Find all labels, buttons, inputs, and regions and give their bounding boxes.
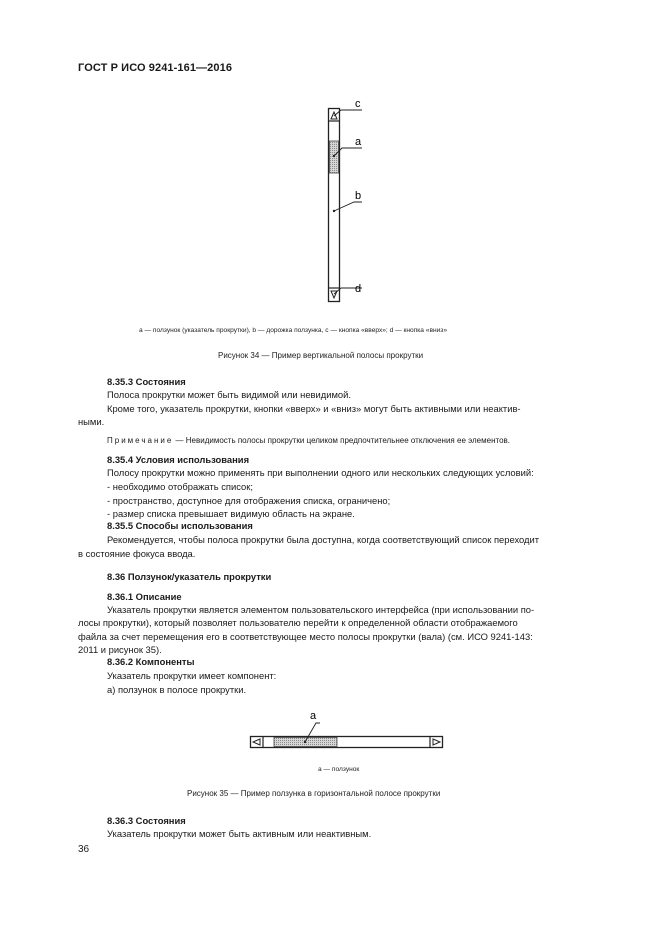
paragraph: а) ползунок в полосе прокрутки. [107, 684, 247, 695]
paragraph: Полосу прокрутки можно применять при выполнении одного или нескольких следующих условий: [107, 467, 534, 478]
horizontal-scrollbar-figure [245, 704, 445, 754]
paragraph: лосы прокрутки), который позволяет пользователю перейти к определенной области отображаемого [78, 617, 518, 628]
scrollbar-track [329, 109, 340, 302]
section-heading-8-36-2: 8.36.2 Компоненты [107, 656, 195, 667]
section-heading-8-36-1: 8.36.1 Описание [107, 591, 182, 602]
figure35-legend: a — ползунок [318, 766, 360, 773]
section-heading-8-35-5: 8.35.5 Способы использования [107, 520, 253, 531]
paragraph: в состояние фокуса ввода. [78, 548, 196, 559]
label-b: b [355, 190, 362, 202]
section-heading-8-35-3: 8.35.3 Состояния [107, 376, 186, 387]
note [107, 436, 510, 445]
figure34-legend: a — ползунок (указатель прокрутки), b — дорожка ползунка, c — кнопка «вверх»; d — кнопка «вниз» [139, 327, 447, 334]
paragraph: Кроме того, указатель прокрутки, кнопки «вверх» и «вниз» могут быть активными или неактив- [107, 403, 521, 414]
note-label: Примечание [107, 436, 174, 445]
paragraph: ными. [78, 416, 105, 427]
section-heading-8-36-3: 8.36.3 Состояния [107, 815, 186, 826]
paragraph: Рекомендуется, чтобы полоса прокрутки была доступна, когда соответствующий список переходит [107, 534, 540, 545]
label-c: c [355, 98, 361, 110]
label-a: a [355, 136, 362, 148]
paragraph: Указатель прокрутки может быть активным или неактивным. [107, 828, 372, 839]
list-item: - необходимо отображать список; [107, 481, 253, 492]
vertical-scrollbar-figure [300, 92, 400, 310]
paragraph: Указатель прокрутки является элементом пользовательского интерфейса (при использовании по- [107, 604, 535, 615]
paragraph: Указатель прокрутки имеет компонент: [107, 670, 277, 681]
note-text: — Невидимость полосы прокрутки целиком предпочтительнее отключения ее элементов. [173, 436, 510, 445]
list-item: - пространство, доступное для отображения списка, ограничено; [107, 495, 391, 506]
list-item: - размер списка превышает видимую область на экране. [107, 508, 355, 519]
label-d: d [355, 283, 362, 295]
section-heading-8-36: 8.36 Ползунок/указатель прокрутки [107, 571, 272, 582]
label-a: a [310, 710, 317, 722]
figure34-caption: Рисунок 34 — Пример вертикальной полосы прокрутки [218, 351, 424, 360]
document-header: ГОСТ Р ИСО 9241-161—2016 [78, 62, 233, 74]
section-heading-8-35-4: 8.35.4 Условия использования [107, 454, 250, 465]
figure35-caption: Рисунок 35 — Пример ползунка в горизонтальной полосе прокрутки [187, 789, 441, 798]
paragraph: Полоса прокрутки может быть видимой или невидимой. [107, 389, 351, 400]
paragraph: 2011 и рисунок 35). [78, 644, 162, 655]
page-number: 36 [78, 844, 90, 855]
paragraph: файла за счет перемещения его в соответствующее место полосы прокрутки (вала) (см. ИСО 9241-143: [78, 631, 533, 642]
